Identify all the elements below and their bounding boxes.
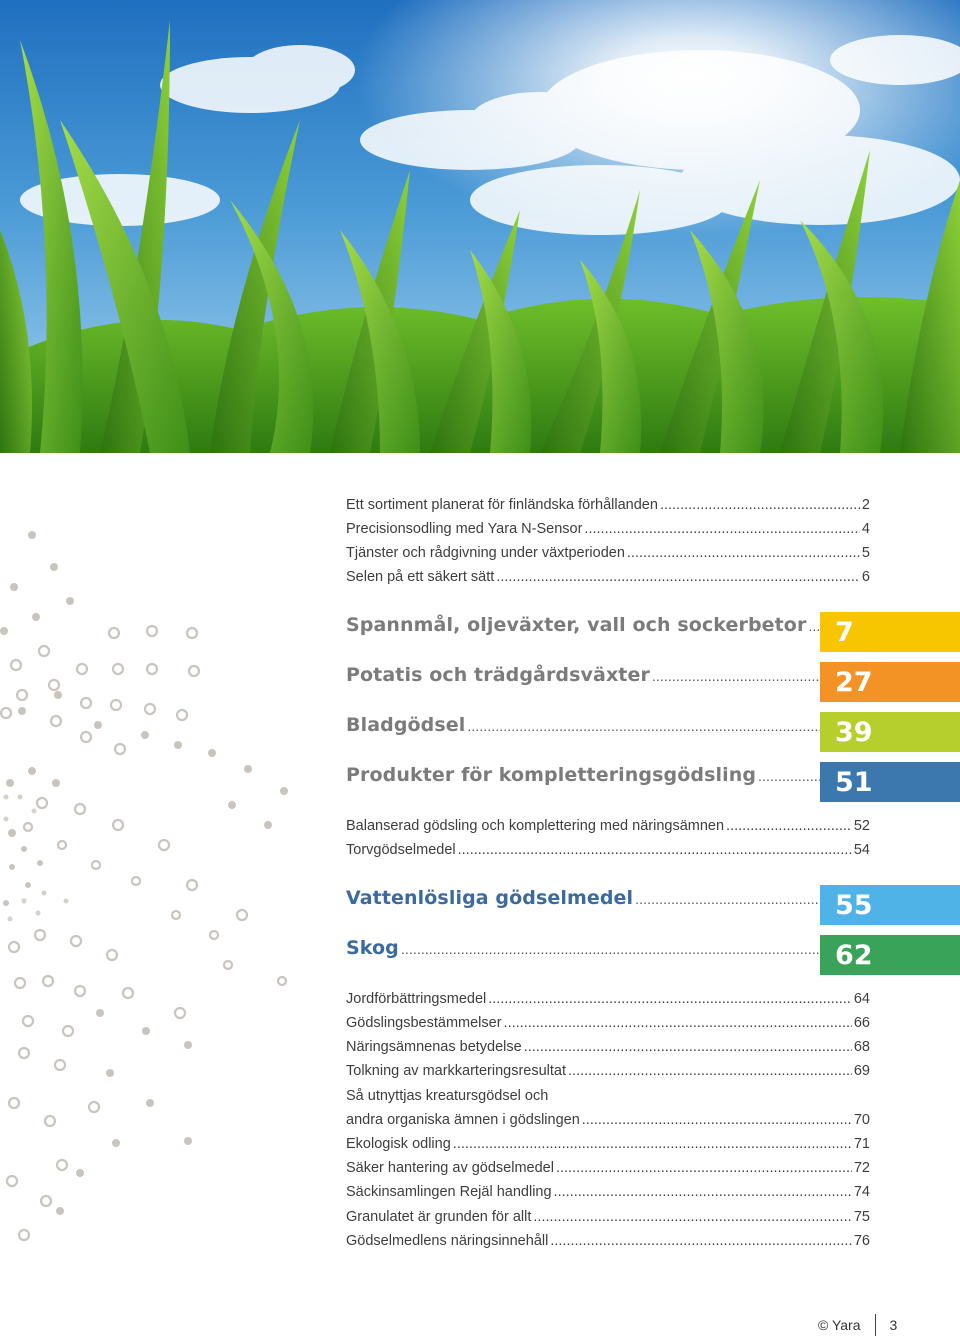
toc-entry[interactable] [346, 1160, 870, 1176]
toc-entry-title: Gödselmedlens näringsinnehåll [346, 1233, 549, 1249]
toc-entry-page: 52 [853, 818, 870, 834]
hero-image [0, 0, 960, 453]
toc-leader [504, 1015, 852, 1031]
section-page-badge-39[interactable]: 39 [820, 712, 960, 752]
section-page-badge-7[interactable]: 7 [820, 612, 960, 652]
toc-leader [660, 497, 860, 513]
toc-section-title: Bladgödsel [346, 714, 466, 736]
toc-entry-title: Näringsämnenas betydelse [346, 1039, 522, 1055]
toc-section-bladgodsel[interactable] [346, 714, 820, 736]
toc-leader [533, 1209, 851, 1225]
toc-entry-page: 54 [853, 842, 870, 858]
toc-entry-title: andra organiska ämnen i gödslingen [346, 1112, 580, 1128]
decorative-dot-pattern [0, 453, 300, 1338]
toc-entry[interactable] [346, 818, 870, 834]
toc-leader [554, 1184, 852, 1200]
toc-entry-title: Så utnyttjas kreatursgödsel och [346, 1088, 549, 1104]
toc-entry-page: 71 [853, 1136, 870, 1152]
grass-sky-illustration [0, 0, 960, 453]
toc-leader [627, 545, 860, 561]
toc-entry[interactable] [346, 569, 870, 585]
toc-section-komplettering[interactable] [346, 764, 820, 786]
toc-entry-title: Precisionsodling med Yara N-Sensor [346, 521, 583, 537]
page-footer [818, 1314, 897, 1336]
toc-entry[interactable] [346, 1209, 870, 1225]
toc-entry-page: 74 [853, 1184, 870, 1200]
toc-entry[interactable] [346, 991, 870, 1007]
toc-leader [496, 569, 860, 585]
toc-entry-title: Tolkning av markkarteringsresultat [346, 1063, 567, 1079]
toc-section-title: Skog [346, 937, 399, 959]
toc-entry-page: 72 [853, 1160, 870, 1176]
toc-entry-page: 5 [861, 545, 870, 561]
toc-section-title: Produkter för kompletteringsgödsling [346, 764, 757, 786]
toc-leader [550, 1233, 852, 1249]
toc-entry[interactable] [346, 1063, 870, 1079]
toc-entry-page: 76 [853, 1233, 870, 1249]
toc-entry[interactable] [346, 545, 870, 561]
toc-entry-title: Selen på ett säkert sätt [346, 569, 495, 585]
toc-entry-page: 68 [853, 1039, 870, 1055]
section-page-badge-51[interactable]: 51 [820, 762, 960, 802]
toc-leader [467, 718, 820, 734]
toc-leader [635, 891, 820, 907]
toc-leader [401, 941, 820, 957]
toc-leader [582, 1112, 852, 1128]
toc-entry-page: 4 [861, 521, 870, 537]
section-page-badge-55[interactable]: 55 [820, 885, 960, 925]
toc-entry-page: 6 [861, 569, 870, 585]
toc-section-potatis[interactable] [346, 664, 820, 686]
footer-divider [875, 1314, 876, 1336]
toc-entry[interactable] [346, 1136, 870, 1152]
toc-entry-title: Säckinsamlingen Rejäl handling [346, 1184, 552, 1200]
toc-entry[interactable] [346, 1184, 870, 1200]
toc-leader [556, 1160, 852, 1176]
toc-entry[interactable] [346, 521, 870, 537]
section-page-badge-62[interactable]: 62 [820, 935, 960, 975]
toc-leader [524, 1039, 852, 1055]
toc-entry-page: 75 [853, 1209, 870, 1225]
page-number: 3 [889, 1317, 898, 1333]
toc-entry[interactable] [346, 497, 870, 513]
toc-entry-title: Torvgödselmedel [346, 842, 456, 858]
toc-entry-line[interactable] [346, 1088, 870, 1104]
toc-section-spannmal[interactable] [346, 614, 820, 636]
toc-section-title: Vattenlösliga gödselmedel [346, 887, 634, 909]
toc-leader [458, 842, 852, 858]
toc-entry[interactable] [346, 1039, 870, 1055]
toc-entry-page: 66 [853, 1015, 870, 1031]
toc-entry-page: 70 [853, 1112, 870, 1128]
copyright-text: © Yara [818, 1317, 861, 1333]
toc-section-title: Potatis och trädgårdsväxter [346, 664, 650, 686]
toc-leader [758, 768, 820, 784]
toc-section-title: Spannmål, oljeväxter, vall och sockerbetor [346, 614, 807, 636]
toc-entry-title: Tjänster och rådgivning under växtperioden [346, 545, 625, 561]
toc-leader [453, 1136, 852, 1152]
toc-entry-title: Gödslingsbestämmelser [346, 1015, 502, 1031]
toc-entry-title: Ekologisk odling [346, 1136, 451, 1152]
toc-entry-page: 2 [861, 497, 870, 513]
toc-leader [808, 618, 820, 634]
toc-leader [488, 991, 852, 1007]
toc-entry-title: Balanserad gödsling och komplettering med näringsämnen [346, 818, 725, 834]
toc-section-skog[interactable] [346, 937, 820, 959]
toc-entry-page: 64 [853, 991, 870, 1007]
toc-entry-page: 69 [853, 1063, 870, 1079]
toc-entry-title: Ett sortiment planerat för finländska förhållanden [346, 497, 658, 513]
toc-entry-title: Jordförbättringsmedel [346, 991, 487, 1007]
toc-section-vattenlosliga[interactable] [346, 887, 820, 909]
toc-entry[interactable] [346, 1112, 870, 1128]
toc-entry[interactable] [346, 1233, 870, 1249]
toc-entry-title: Granulatet är grunden för allt [346, 1209, 532, 1225]
toc-entry[interactable] [346, 842, 870, 858]
toc-leader [726, 818, 852, 834]
toc-entry-title: Säker hantering av gödselmedel [346, 1160, 554, 1176]
toc-leader [584, 521, 860, 537]
toc-entry[interactable] [346, 1015, 870, 1031]
section-page-badge-27[interactable]: 27 [820, 662, 960, 702]
toc-leader [568, 1063, 852, 1079]
toc-leader [652, 668, 820, 684]
